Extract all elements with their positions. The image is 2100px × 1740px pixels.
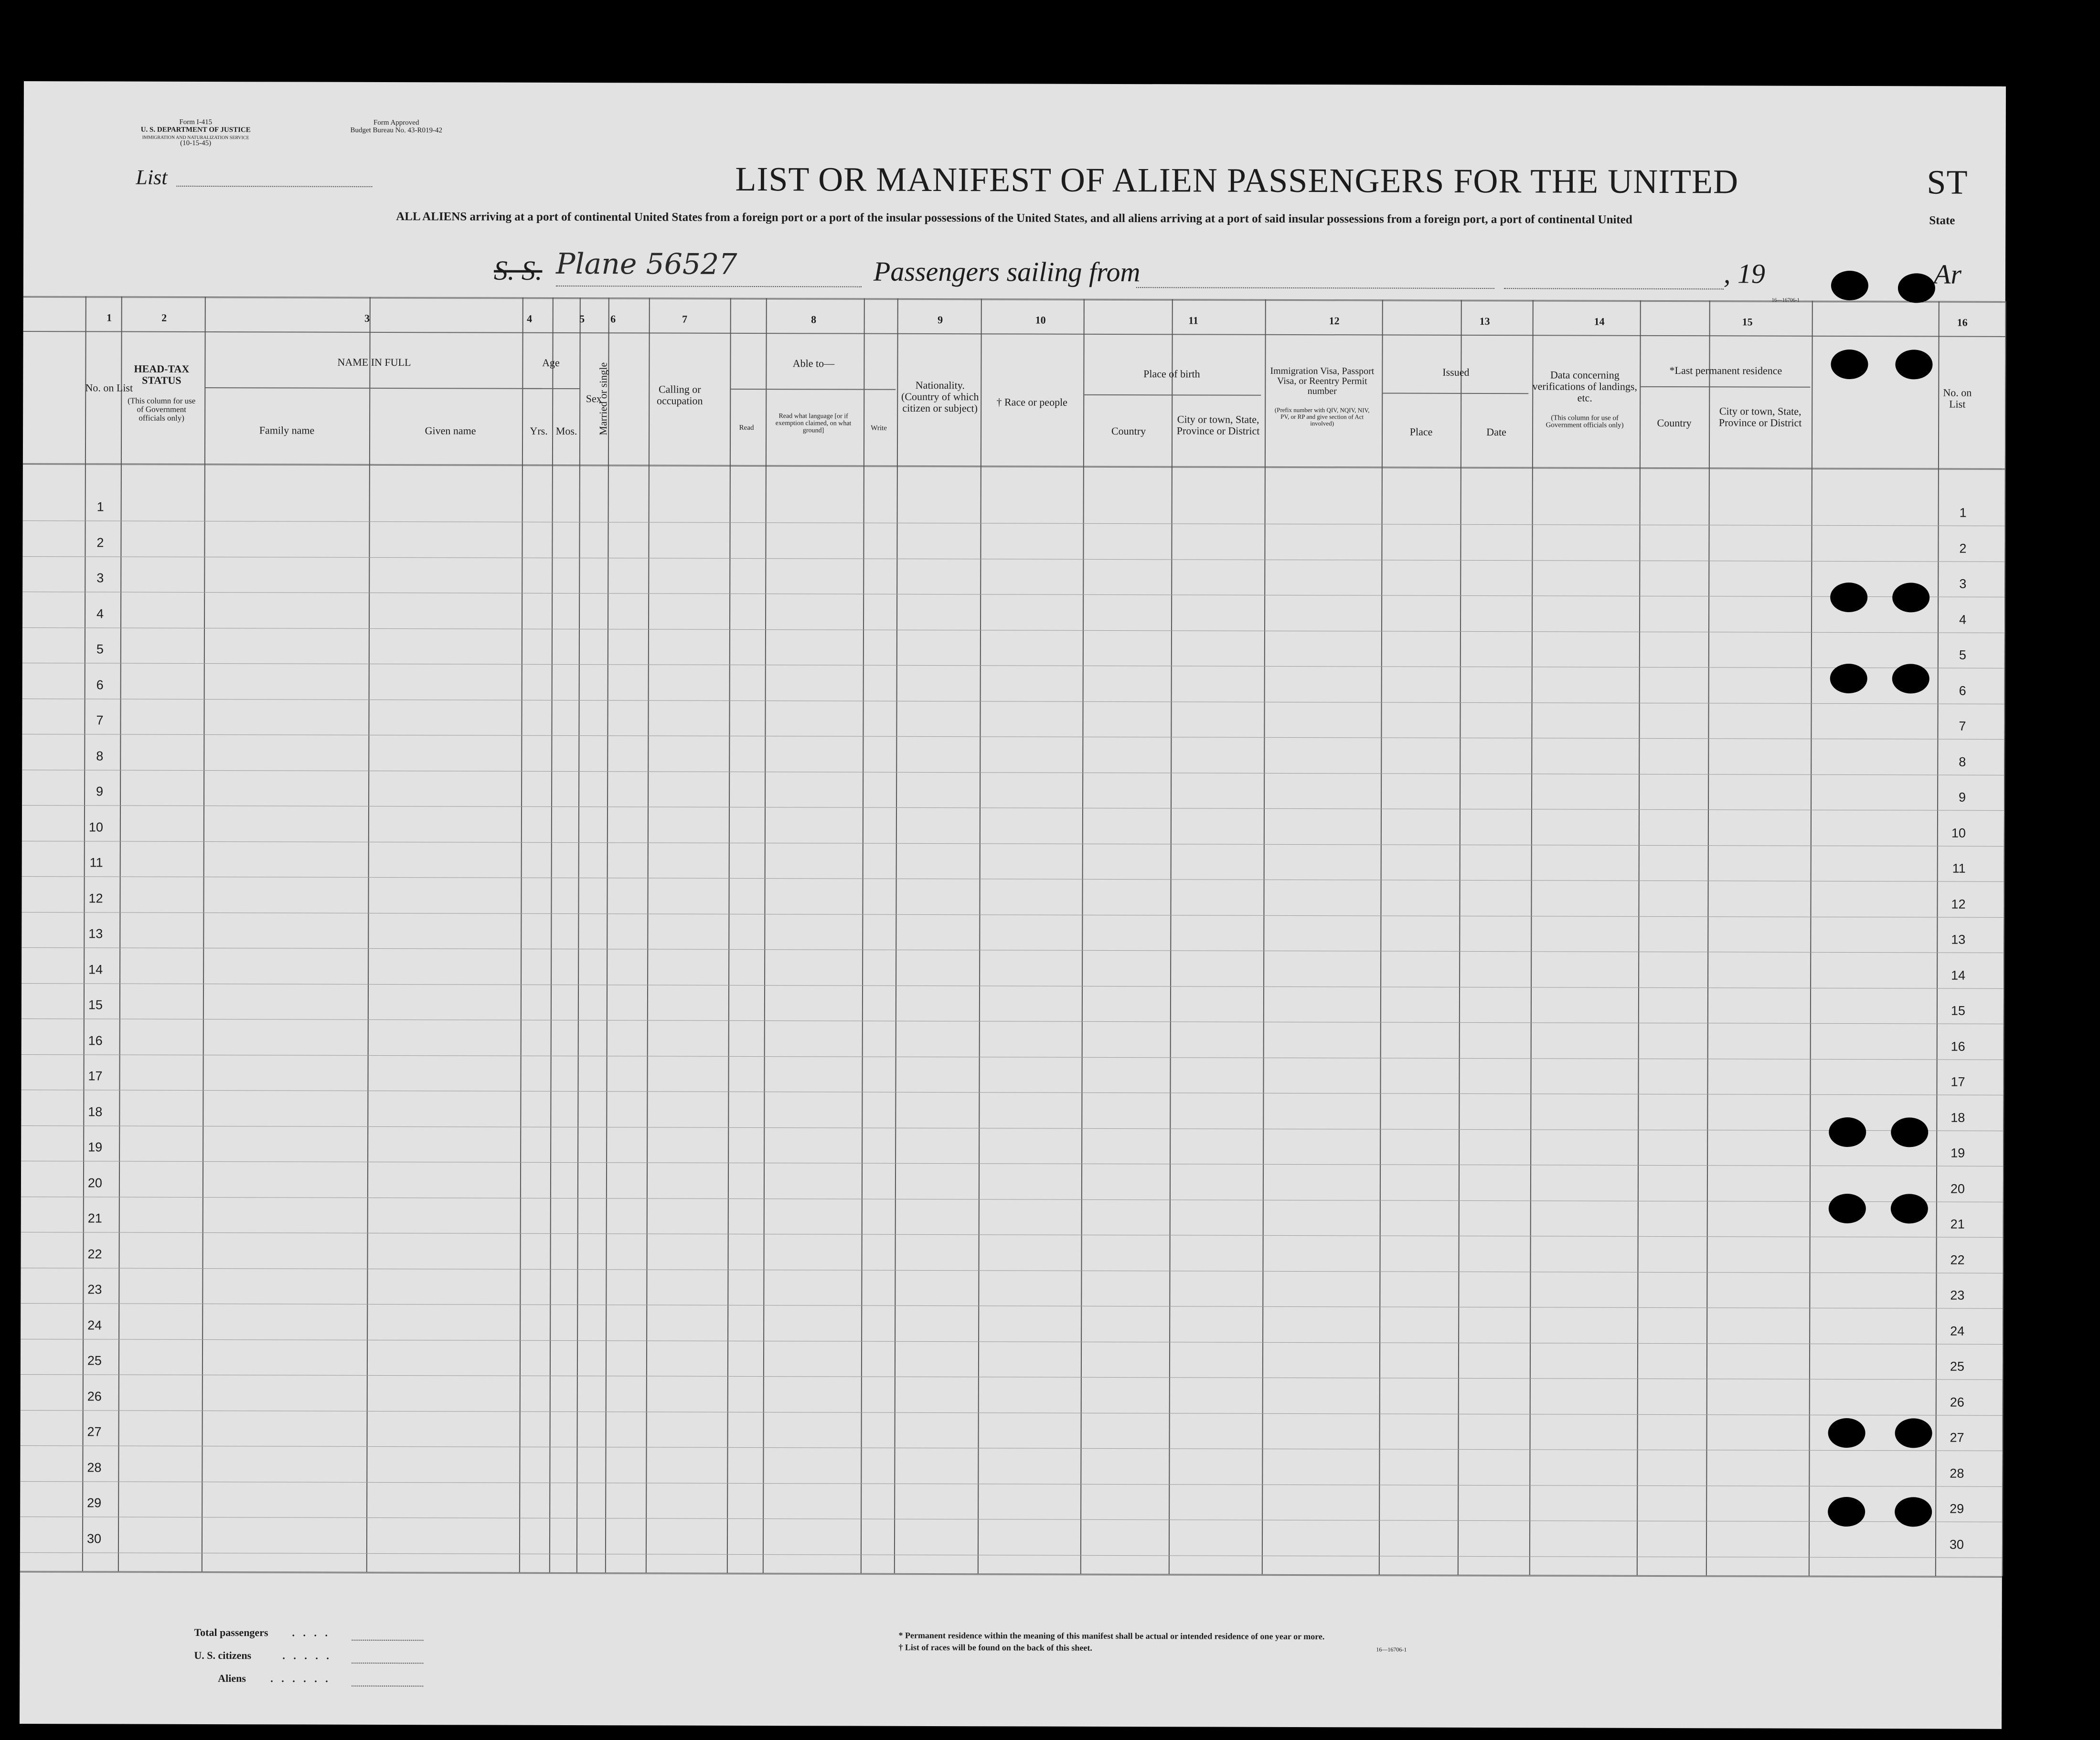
colnum-9: 9 [938,314,943,326]
form-date: (10-15-45) [180,139,212,148]
row-number-right: 26 [1950,1395,1964,1410]
header-residence-country: Country [1657,416,1692,429]
total-passengers-label: Total passengers [194,1626,268,1639]
colnum-7: 7 [682,313,688,325]
row-number: 4 [96,606,104,621]
header-birth-country: Country [1111,424,1146,437]
row-line [21,1019,2004,1024]
header-married: Married or single [597,362,609,435]
sailing-date-field[interactable] [1504,288,1724,289]
header-read-language: Read what language [or if exemption claimed, on what ground] [775,413,852,435]
row-number: 8 [96,748,104,763]
row-line [20,1552,2002,1558]
column-line [202,297,206,1571]
row-number-right: 27 [1950,1430,1964,1445]
row-number: 21 [87,1211,102,1226]
column-line [366,297,371,1572]
header-no-on-list-cut: No. on List [1943,386,1972,410]
row-number: 5 [96,642,104,657]
sailing-port-field[interactable] [1136,287,1494,289]
row-number-right: 17 [1951,1074,1965,1089]
residence-subrule [1641,386,1810,388]
row-number-right: 20 [1950,1181,1965,1196]
aliens-label: Aliens [218,1672,246,1685]
vessel-name-handwritten: Plane 56527 [555,247,737,281]
colnum-5: 5 [579,313,585,325]
row-line [21,1232,2003,1238]
row-number: 18 [88,1104,103,1119]
row-number-right: 18 [1951,1110,1965,1125]
form-number: Form I-415 [179,118,213,127]
header-visa-note: (Prefix number with QIV, NQIV, NIV, PV, or RP and give section of Act involved) [1274,406,1370,427]
colnum-12: 12 [1329,315,1340,327]
row-line [20,1481,2002,1486]
row-number: 12 [88,891,103,905]
punch-hole [1829,1117,1866,1147]
colnum-6: 6 [610,313,616,325]
punch-hole [1829,1194,1866,1223]
header-bottom-rule [23,463,2005,470]
sailing-label: Passengers sailing from [873,255,1141,288]
header-sex: Sex [586,393,602,405]
row-line [22,627,2004,633]
subtitle: ALL ALIENS arriving at a port of continental United States from a foreign port or a port of the insular possessions of the United States, and all aliens arriving at a port of said insular possessions from a foreign port, a port of continental United [396,210,1632,226]
row-number: 27 [87,1424,102,1439]
row-line [22,769,2004,775]
column-line [605,297,609,1572]
column-line [727,298,731,1573]
race-footnote: † List of races will be found on the back of this sheet. [898,1642,1092,1653]
row-number-right: 8 [1959,754,1966,769]
column-line [894,298,898,1573]
page-title: LIST OR MANIFEST OF ALIEN PASSENGERS FOR THE UNITED [735,159,1739,201]
punch-hole [1898,273,1935,303]
row-number-right: 29 [1950,1501,1964,1516]
row-number: 30 [86,1531,102,1546]
row-number-right: 7 [1959,719,1966,733]
row-number: 9 [96,784,104,799]
colnum-rule [23,331,2005,337]
row-line [21,1125,2003,1131]
row-number: 16 [88,1033,103,1048]
row-line [22,663,2004,668]
row-line [21,1090,2003,1095]
issued-subrule [1383,393,1528,394]
column-line [1080,299,1085,1574]
header-birth-city: City or town, State, Province or District [1176,413,1260,437]
name-subrule [205,387,542,389]
punch-hole [1828,1497,1865,1527]
row-number-right: 15 [1951,1003,1965,1018]
row-number-right: 30 [1949,1537,1964,1552]
header-able-to: Able to— [792,357,835,370]
row-line [21,1196,2003,1202]
colnum-4: 4 [527,312,533,325]
row-number: 11 [89,855,103,870]
colnum-15: 15 [1742,316,1753,328]
header-head-tax: HEAD-TAX STATUS [134,362,190,386]
column-line [1706,300,1710,1575]
header-data-concerning: Data concerning verifications of landings, etc. [1532,369,1638,404]
row-number-right: 16 [1951,1039,1965,1054]
row-line [22,840,2004,846]
row-line [22,805,2004,811]
arriving-cut: Ar [1933,258,1962,290]
header-nationality: Nationality. (Country of which citizen or subject) [901,379,979,414]
row-number-right: 23 [1950,1288,1965,1303]
column-line [861,298,865,1573]
list-field[interactable] [176,186,372,187]
punch-hole [1892,583,1929,612]
row-number: 22 [87,1246,102,1261]
age-subrule [522,388,579,389]
table-top-rule [23,296,2005,303]
row-number-right: 13 [1951,932,1966,947]
header-family-name: Family name [259,424,315,436]
header-calling: Calling or occupation [656,383,703,407]
row-line [22,698,2004,704]
budget-number: Budget Bureau No. 43-R019-42 [350,126,442,135]
punch-hole [1895,1497,1932,1527]
vessel-field[interactable] [556,286,862,287]
row-number: 13 [88,926,103,941]
column-line [978,298,982,1573]
colnum-11: 11 [1188,314,1199,327]
column-line [576,297,581,1572]
column-lines [24,81,2006,86]
row-number: 20 [87,1175,103,1190]
row-line [20,1517,2002,1522]
row-number-right: 22 [1950,1252,1965,1267]
header-race: † Race or people [996,396,1067,408]
ss-label: S. S. [493,255,543,286]
punch-hole [1828,1418,1865,1448]
header-no-on-list: No. on List [85,382,133,394]
punch-hole [1892,664,1929,693]
colnum-10: 10 [1035,314,1046,326]
row-number: 28 [87,1460,102,1475]
row-number-right: 10 [1951,826,1966,840]
column-line [646,297,650,1572]
punch-hole [1891,1194,1928,1223]
colnum-13: 13 [1479,315,1490,328]
row-line [21,1374,2003,1380]
colnum-3: 3 [364,312,370,324]
us-citizens-field[interactable] [352,1663,423,1664]
colnum-14: 14 [1594,315,1605,328]
row-line [21,912,2004,917]
row-number: 24 [87,1317,102,1332]
colnum-8: 8 [811,313,817,326]
column-line [1169,299,1173,1574]
header-residence-city: City or town, State, Province or District [1718,405,1802,429]
row-line [21,1054,2004,1060]
row-line [21,1338,2003,1344]
header-issued: Issued [1442,366,1470,378]
row-number: 15 [88,997,103,1012]
colnum-1: 1 [107,311,112,324]
row-number: 3 [96,571,104,585]
row-number-right: 4 [1959,612,1967,627]
column-line [1379,299,1383,1574]
punch-hole [1895,1418,1932,1448]
row-line [21,983,2004,988]
row-line [22,734,2004,740]
punch-hole [1830,664,1867,693]
print-code-top: 16—16706-1 [1771,297,1800,303]
total-passengers-field[interactable] [352,1640,423,1641]
row-line [21,1445,2003,1451]
header-name-in-full: NAME IN FULL [337,356,411,369]
list-label: List [136,165,168,189]
row-line [21,1410,2003,1415]
column-line [1262,299,1266,1574]
residence-footnote: * Permanent residence within the meaning of this manifest shall be actual or intended residence of one year or more. [898,1630,1325,1642]
row-line [21,1303,2003,1309]
leader-dots: . . . . . [282,1649,332,1662]
row-number: 7 [96,713,104,728]
row-number-right: 11 [1952,861,1966,876]
row-number: 26 [87,1389,102,1403]
column-line [1529,300,1534,1575]
us-citizens-label: U. S. citizens [194,1649,252,1662]
row-number-right: 19 [1951,1146,1965,1160]
row-line [22,876,2004,882]
column-line [763,298,767,1573]
header-mos: Mos. [555,424,577,437]
header-last-residence: *Last permanent residence [1669,364,1782,377]
row-number-right: 5 [1959,647,1966,662]
row-number-right: 3 [1959,576,1967,591]
punch-hole [1891,1117,1928,1147]
header-write: Write [871,424,887,432]
row-line [22,592,2004,597]
column-line [1809,301,1813,1576]
leader-dots: . . . . [292,1626,331,1639]
department: U. S. DEPARTMENT OF JUSTICE [140,126,251,134]
row-number: 29 [87,1496,102,1510]
header-head-tax-note: (This column for use of Government officials only) [128,396,196,423]
row-number-right: 2 [1959,541,1967,556]
header-yrs: Yrs. [530,424,548,437]
row-number: 10 [88,819,103,834]
row-lines [24,81,2006,86]
header-issued-date: Date [1486,426,1506,438]
row-number: 17 [88,1069,103,1083]
row-number: 14 [88,962,103,976]
column-line [2002,301,2006,1576]
row-line [22,556,2004,562]
header-visa: Immigration Visa, Passport Visa, or Reentry Permit number [1270,365,1375,397]
service: IMMIGRATION AND NATURALIZATION SERVICE [142,135,249,141]
row-number-right: 1 [1959,505,1967,520]
column-line [1458,300,1462,1575]
row-number-right: 24 [1950,1324,1965,1338]
row-number-right: 28 [1950,1466,1964,1481]
row-number-right: 12 [1951,897,1966,912]
row-number: 6 [96,677,104,692]
colnum-16: 16 [1957,316,1968,329]
table-bottom-rule [20,1571,2002,1578]
leader-dots: . . . . . . [270,1672,331,1685]
punch-hole [1831,350,1868,379]
manifest-sheet [20,81,2006,1729]
row-number-right: 9 [1959,790,1966,805]
punch-hole [1895,350,1932,379]
header-data-note: (This column for use of Government officials only) [1546,414,1624,429]
row-line [23,520,2005,526]
header-issued-place: Place [1409,425,1433,438]
punch-hole [1830,583,1867,612]
page-title-cut: ST [1927,163,1968,202]
row-number: 1 [96,499,104,514]
punch-hole [1831,271,1868,300]
subtitle-cut: State [1929,214,1955,227]
header-read: Read [739,424,754,432]
year-label: , 19 [1723,258,1766,289]
aliens-field[interactable] [352,1686,423,1687]
row-number: 25 [87,1353,102,1368]
row-number: 23 [87,1282,102,1297]
row-number-right: 6 [1959,683,1966,698]
row-number: 19 [88,1140,103,1155]
header-age: Age [542,356,560,369]
form-approved: Form Approved [373,118,419,127]
column-line [118,297,122,1571]
row-number-right: 25 [1950,1359,1965,1374]
header-given-name: Given name [425,424,476,437]
row-line [21,1267,2003,1273]
row-number-right: 21 [1950,1217,1965,1231]
column-line [519,297,523,1572]
row-line [21,947,2004,953]
row-line [21,1161,2003,1167]
header-place-of-birth: Place of birth [1143,368,1200,380]
row-number: 2 [96,535,104,550]
row-number-right: 14 [1951,968,1966,983]
column-line [1637,300,1641,1575]
colnum-2: 2 [161,311,167,324]
print-code-bottom: 16—16706-1 [1376,1646,1407,1653]
able-subrule [731,389,895,390]
column-line [549,297,554,1572]
